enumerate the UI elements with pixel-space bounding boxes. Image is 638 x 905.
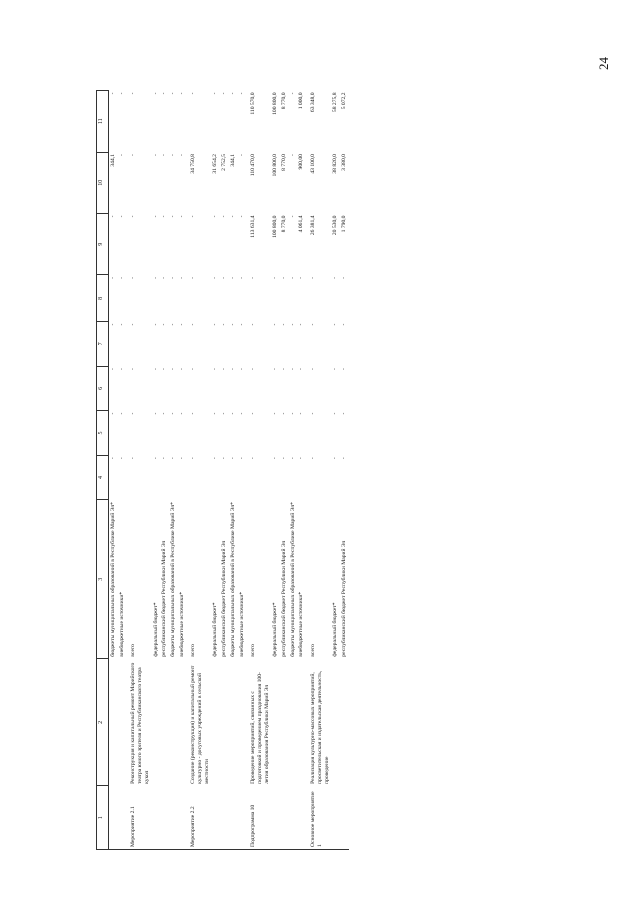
- table-cell: -: [238, 277, 245, 279]
- table-cell: 2 752,5: [221, 154, 228, 171]
- table-cell: -: [118, 277, 125, 279]
- table-cell: всего: [190, 644, 197, 657]
- table-cell: -: [281, 323, 288, 326]
- table-cell: -: [332, 277, 339, 279]
- column-header-10: 10: [97, 152, 109, 213]
- table-cell: -: [118, 323, 125, 326]
- table-cell: -: [110, 323, 116, 326]
- table-cell: Мероприятие 2.2: [186, 786, 211, 850]
- column-header-6: 6: [97, 366, 109, 411]
- table-cell: -: [229, 323, 236, 326]
- table-cell: [229, 659, 238, 786]
- table-cell: -: [118, 92, 125, 95]
- table-cell: -: [250, 368, 257, 371]
- table-cell: -: [118, 368, 125, 371]
- table-cell: -: [289, 215, 296, 218]
- table-cell: федеральный бюджет*: [332, 602, 339, 657]
- column-header-3: 3: [97, 500, 109, 659]
- table-cell: -: [152, 215, 159, 218]
- table-cell: -: [250, 277, 257, 279]
- table-cell: -: [221, 92, 228, 95]
- table-body: [109, 91, 349, 850]
- table-cell: -: [161, 457, 168, 460]
- table-cell: Подпрограмма 10: [246, 786, 271, 850]
- table-cell: 8 770,0: [281, 154, 288, 171]
- table-row: [178, 91, 187, 850]
- table-cell: -: [212, 215, 219, 218]
- table-cell: [109, 786, 118, 850]
- table-cell: -: [130, 412, 137, 415]
- table-cell: бюджеты муниципальных образований в Республике Марий Эл*: [169, 502, 176, 657]
- table-cell: -: [298, 368, 305, 371]
- table-cell: -: [229, 412, 236, 415]
- table-cell: -: [190, 323, 197, 326]
- table-row: [160, 91, 169, 850]
- table-cell: республиканский бюджет Республики Марий Эл: [161, 540, 168, 657]
- table-cell: [109, 659, 118, 786]
- table-cell: 1 000,0: [298, 92, 305, 110]
- table-cell: -: [152, 323, 159, 326]
- table-cell: -: [229, 457, 236, 460]
- table-cell: [271, 786, 280, 850]
- table-cell: республиканский бюджет Республики Марий Эл: [221, 540, 228, 657]
- table-cell: -: [289, 277, 296, 279]
- table-cell: -: [221, 323, 228, 326]
- table-cell: -: [221, 412, 228, 415]
- table-cell: [169, 659, 178, 786]
- table-cell: [289, 786, 298, 850]
- table-row: [340, 91, 349, 850]
- table-cell: [160, 659, 169, 786]
- table-cell: -: [298, 412, 305, 415]
- table-cell: -: [178, 457, 185, 460]
- table-row: [238, 91, 247, 850]
- table-cell: -: [152, 412, 159, 415]
- table-cell: 5 072,2: [340, 92, 347, 110]
- table-cell: 38 820,0: [332, 154, 339, 174]
- table-cell: -: [169, 412, 176, 415]
- table-cell: [118, 786, 127, 850]
- table-cell: Основное мероприятие 1: [306, 786, 331, 850]
- table-cell: внебюджетные источники*: [178, 591, 185, 657]
- table-cell: 26 381,4: [310, 215, 317, 236]
- table-cell: 34 750,8: [190, 154, 197, 174]
- table-cell: -: [229, 92, 236, 95]
- table-cell: -: [221, 368, 228, 371]
- table-cell: -: [289, 323, 296, 326]
- table-cell: -: [190, 92, 197, 95]
- table-cell: -: [152, 368, 159, 371]
- table-cell: -: [289, 154, 296, 156]
- table-cell: -: [310, 323, 317, 326]
- table-row: [280, 91, 289, 850]
- table-cell: -: [221, 457, 228, 460]
- table-cell: [152, 659, 161, 786]
- table-cell: [289, 659, 298, 786]
- table-cell: -: [178, 368, 185, 371]
- table-cell: бюджеты муниципальных образований в Республике Марий Эл*: [229, 502, 236, 657]
- table-cell: -: [238, 412, 245, 415]
- table-cell: федеральный бюджет*: [152, 602, 159, 657]
- table-cell: -: [272, 412, 279, 415]
- column-header-5: 5: [97, 411, 109, 456]
- page-number: 24: [596, 57, 611, 70]
- table-cell: республиканский бюджет Республики Марий Эл: [281, 540, 288, 657]
- table-row: [271, 91, 280, 850]
- table-cell: -: [229, 368, 236, 371]
- table-cell: 3 380,0: [340, 154, 347, 171]
- table-cell: [331, 659, 340, 786]
- table-cell: [178, 659, 187, 786]
- table-cell: -: [161, 215, 168, 218]
- column-header-2: 2: [97, 659, 109, 786]
- table-cell: 100 800,0: [272, 154, 279, 177]
- table-cell: [331, 786, 340, 850]
- table-row: [306, 91, 331, 850]
- table-cell: -: [110, 215, 116, 218]
- table-cell: -: [161, 412, 168, 415]
- table-cell: 1 790,0: [340, 215, 347, 233]
- table-cell: [229, 786, 238, 850]
- column-header-8: 8: [97, 275, 109, 322]
- table-row: [220, 91, 229, 850]
- table-cell: -: [238, 92, 245, 95]
- table-cell: -: [289, 92, 296, 95]
- table-row: [211, 91, 220, 850]
- table-cell: -: [289, 412, 296, 415]
- table-cell: -: [212, 412, 219, 415]
- table-cell: -: [281, 457, 288, 460]
- table-cell: -: [332, 368, 339, 371]
- table-cell: 20 530,0: [332, 215, 339, 236]
- table-cell: -: [190, 277, 197, 279]
- column-header-11: 11: [97, 91, 109, 153]
- table-cell: 110 470,0: [250, 154, 257, 177]
- table-cell: -: [212, 277, 219, 279]
- table-row: [126, 91, 151, 850]
- table-cell: -: [340, 412, 347, 415]
- table-cell: -: [118, 457, 125, 460]
- table-cell: -: [152, 92, 159, 95]
- table-cell: -: [190, 412, 197, 415]
- table-cell: [340, 786, 349, 850]
- table-cell: Реализация культурно-массовых мероприятий, просветительская и издательская деятельность, проведение: [310, 670, 330, 784]
- table-cell: бюджеты муниципальных образований в Республике Марий Эл*: [110, 502, 116, 657]
- table-cell: 63 348,0: [310, 92, 317, 113]
- table-cell: -: [161, 323, 168, 326]
- table-cell: -: [130, 368, 137, 371]
- table-cell: -: [130, 277, 137, 279]
- table-cell: -: [310, 368, 317, 371]
- table-cell: -: [118, 215, 125, 218]
- table-cell: 8 770,0: [281, 215, 288, 233]
- table-cell: -: [169, 154, 176, 156]
- table-cell: -: [289, 457, 296, 460]
- table-cell: -: [332, 412, 339, 415]
- table-cell: [340, 659, 349, 786]
- table-cell: [211, 786, 220, 850]
- table-cell: -: [221, 277, 228, 279]
- table-cell: -: [212, 92, 219, 95]
- table-cell: -: [272, 277, 279, 279]
- table-cell: Мероприятие 2.1: [126, 786, 151, 850]
- table-cell: [297, 659, 306, 786]
- table-row: [289, 91, 298, 850]
- table-cell: федеральный бюджет*: [272, 602, 279, 657]
- table-cell: [152, 786, 161, 850]
- table-cell: -: [178, 323, 185, 326]
- table-cell: 43 100,0: [310, 154, 317, 174]
- table-cell: -: [340, 277, 347, 279]
- table-cell: -: [118, 412, 125, 415]
- table-cell: -: [310, 277, 317, 279]
- table-cell: -: [130, 323, 137, 326]
- table-cell: -: [190, 368, 197, 371]
- table-cell: -: [332, 323, 339, 326]
- table-cell: бюджеты муниципальных образований в Республике Марий Эл*: [289, 502, 296, 657]
- table-cell: [220, 659, 229, 786]
- table-cell: -: [238, 154, 245, 156]
- table-cell: -: [130, 92, 137, 95]
- table-cell: всего: [310, 644, 317, 657]
- table-cell: -: [212, 457, 219, 460]
- table-cell: Создание (реконструкция) и капитальный ремонт культурно - досуговых учреждений в сельской местности: [190, 665, 210, 784]
- table-cell: -: [190, 457, 197, 460]
- table-row: [229, 91, 238, 850]
- table-cell: [297, 786, 306, 850]
- table-cell: -: [298, 277, 305, 279]
- table-cell: 100 800,0: [272, 92, 279, 115]
- table-cell: -: [152, 277, 159, 279]
- table-cell: -: [238, 457, 245, 460]
- table-cell: -: [161, 277, 168, 279]
- table-cell: [160, 786, 169, 850]
- table-cell: -: [178, 277, 185, 279]
- table-cell: -: [340, 323, 347, 326]
- column-header-4: 4: [97, 455, 109, 500]
- table-cell: [169, 786, 178, 850]
- table-cell: -: [152, 457, 159, 460]
- table-cell: -: [250, 457, 257, 460]
- column-header-9: 9: [97, 214, 109, 275]
- table-cell: -: [250, 412, 257, 415]
- table-cell: -: [238, 368, 245, 371]
- table-cell: -: [178, 92, 185, 95]
- table-cell: 344,1: [110, 154, 116, 167]
- table-cell: [238, 786, 247, 850]
- table-cell: -: [178, 412, 185, 415]
- table-cell: -: [169, 92, 176, 95]
- table-cell: внебюджетные источники*: [118, 591, 125, 657]
- table-cell: -: [340, 457, 347, 460]
- table-cell: [178, 786, 187, 850]
- table-cell: -: [310, 412, 317, 415]
- table-cell: 344,1: [229, 154, 236, 167]
- table-cell: -: [221, 215, 228, 218]
- table-cell: -: [310, 457, 317, 460]
- table-cell: 4 061,4: [298, 215, 305, 233]
- budget-table: [96, 90, 349, 850]
- table-cell: -: [289, 368, 296, 371]
- table-cell: -: [110, 412, 116, 415]
- table-row: [246, 91, 271, 850]
- table-cell: -: [169, 277, 176, 279]
- table-cell: 113 631,4: [250, 215, 257, 238]
- table-cell: 900,00: [298, 154, 305, 170]
- table-cell: -: [130, 457, 137, 460]
- table-cell: -: [272, 368, 279, 371]
- table-cell: внебюджетные источники*: [298, 591, 305, 657]
- table-cell: -: [110, 92, 116, 95]
- table-cell: -: [178, 215, 185, 218]
- table-cell: -: [212, 323, 219, 326]
- table-cell: -: [161, 368, 168, 371]
- table-container: [96, 90, 636, 850]
- table-cell: -: [212, 368, 219, 371]
- table-row: [109, 91, 118, 850]
- table-cell: 110 570,0: [250, 92, 257, 115]
- table-cell: -: [229, 277, 236, 279]
- table-cell: республиканский бюджет Республики Марий Эл: [340, 540, 347, 657]
- table-cell: -: [152, 154, 159, 156]
- table-cell: [211, 659, 220, 786]
- table-cell: -: [190, 215, 197, 218]
- table-cell: внебюджетные источники*: [238, 591, 245, 657]
- table-cell: [280, 786, 289, 850]
- table-cell: -: [281, 412, 288, 415]
- table-row: [169, 91, 178, 850]
- table-row: [331, 91, 340, 850]
- table-cell: [271, 659, 280, 786]
- table-cell: -: [281, 368, 288, 371]
- table-row: [118, 91, 127, 850]
- table-cell: [238, 659, 247, 786]
- table-cell: -: [110, 277, 116, 279]
- table-cell: -: [169, 457, 176, 460]
- table-cell: [220, 786, 229, 850]
- table-row: [186, 91, 211, 850]
- table-cell: 58 275,8: [332, 92, 339, 113]
- table-row: [297, 91, 306, 850]
- table-cell: -: [229, 215, 236, 218]
- table-cell: -: [178, 154, 185, 156]
- table-cell: -: [161, 92, 168, 95]
- table-cell: Проведение мероприятий, связанных с подготовкой и проведением празднования 100-летия образования Республики Марий Эл: [250, 672, 270, 784]
- column-header-7: 7: [97, 322, 109, 367]
- table-cell: -: [110, 368, 116, 371]
- table-header-row: [97, 91, 109, 850]
- table-cell: 31 654,2: [212, 154, 219, 174]
- table-cell: -: [130, 215, 137, 218]
- table-cell: -: [298, 457, 305, 460]
- table-cell: федеральный бюджет*: [212, 602, 219, 657]
- table-cell: -: [238, 215, 245, 218]
- table-cell: 8 770,0: [281, 92, 288, 110]
- table-cell: -: [169, 368, 176, 371]
- table-cell: -: [272, 457, 279, 460]
- table-cell: -: [110, 457, 116, 460]
- table-cell: -: [169, 215, 176, 218]
- table-cell: Реконструкция и капитальный ремонт Марийского театра юного зрителя и Республиканского театра кукол: [130, 662, 150, 784]
- table-cell: -: [118, 154, 125, 156]
- table-cell: -: [272, 323, 279, 326]
- table-cell: -: [332, 457, 339, 460]
- table-cell: -: [130, 154, 137, 156]
- table-cell: -: [238, 323, 245, 326]
- table-cell: -: [161, 154, 168, 156]
- table-cell: -: [340, 368, 347, 371]
- table-cell: 100 800,0: [272, 215, 279, 238]
- table-row: [152, 91, 161, 850]
- table-cell: -: [169, 323, 176, 326]
- table-cell: -: [250, 323, 257, 326]
- table-cell: [118, 659, 127, 786]
- column-header-1: 1: [97, 786, 109, 850]
- table-cell: -: [281, 277, 288, 279]
- table-cell: всего: [130, 644, 137, 657]
- table-cell: всего: [250, 644, 257, 657]
- table-cell: [280, 659, 289, 786]
- table-cell: -: [298, 323, 305, 326]
